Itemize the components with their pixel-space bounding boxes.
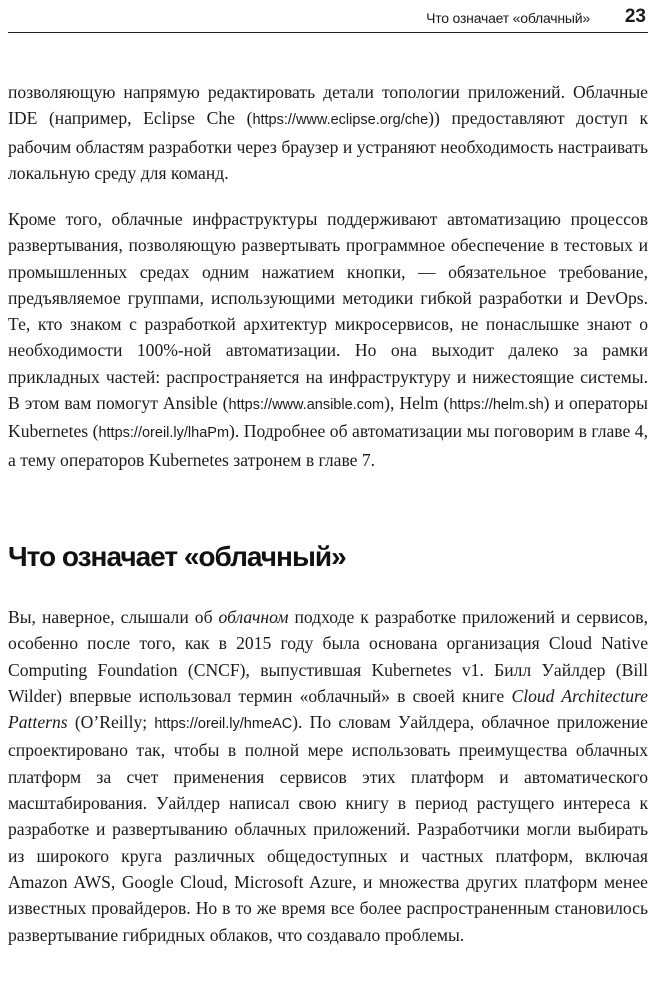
text-run: ). Подробнее об автоматизации мы поговорим в главе 4, а тему операторов Kubernetes затронем в главе 7. — [8, 421, 649, 470]
paragraph-automation — [8, 206, 648, 473]
link-eclipse-che[interactable]: https://www.eclipse.org/che — [252, 112, 429, 129]
text-run: ), Helm ( — [384, 393, 450, 414]
text-run: ). По словам Уайлдера, облачное приложение спроектировано так, чтобы в полной мере использовать преимущества облачных платформ за счет применения сервисов этих платформ и автоматического масштабирования. Уайлдер написал свою книгу в период растущего интереса к разработке и развертыванию облачных приложений. Разработчики могли выбирать из широкого круга различных общедоступных и частных платформ, включая Amazon AWS, Google Cloud, Microsoft Azure, и множества других платформ менее известных провайдеров. Но в то же время все более распространенным становилось развертывание гибридных облаков, что создавало проблемы. — [8, 712, 648, 945]
text-run: подходе к разработке приложений и сервисов, особенно после того, как в 2015 году была основана организация Cloud Native Computing Foundation (CNCF), выпустившая Kubernetes v1. Билл Уайлдер (Bill Wilder) впервые использовал термин «облачный» в своей книге — [8, 607, 648, 706]
text-run: Кроме того, облачные инфраструктуры поддерживают автоматизацию процессов развертывания, позволяющую развертывать программное обеспечение в тестовых и промышленных средах одним нажатием кнопки, — обязательное требование, предъявляемое группами, использующими методики гибкой разработки и DevOps. Те, кто знаком с разработкой архитектур микросервисов, не понаслышке знают о необходимости 100%-ной автоматизации. Но она выходит далеко за рамки прикладных частей: распространяется на инфраструктуру и нижестоящие системы. В этом вам помогут Ansible ( — [8, 209, 648, 414]
text-run: позволяющую напрямую редактировать детали топологии приложений. Облачные IDE (например, Eclipse Che ( — [8, 82, 648, 129]
paragraph-cloud-native — [8, 604, 648, 948]
page-number: 23 — [624, 6, 646, 27]
emphasis-term: облачном — [218, 607, 289, 627]
running-title: Что означает «облачный» — [426, 10, 590, 26]
section-heading: Что означает «облачный» — [8, 541, 346, 572]
link-book[interactable]: https://oreil.ly/hmeAC — [154, 716, 293, 733]
text-run: )) предоставляют доступ к рабочим областям разработки через браузер и устраняют необходимость настраивать локальную среду для команд. — [8, 108, 649, 183]
link-ansible[interactable]: https://www.ansible.com — [228, 397, 385, 414]
text-run: (O’Reilly; — [67, 712, 155, 733]
running-header — [8, 6, 648, 33]
paragraph-ide — [8, 79, 648, 186]
text-run: ) и операторы Kubernetes ( — [8, 393, 648, 442]
link-helm[interactable]: https://helm.sh — [449, 397, 544, 414]
link-kubernetes-operators[interactable]: https://oreil.ly/lhaPm — [98, 425, 230, 442]
text-run: Вы, наверное, слышали об — [8, 607, 219, 627]
book-title: Cloud Architecture Patterns — [8, 685, 648, 733]
